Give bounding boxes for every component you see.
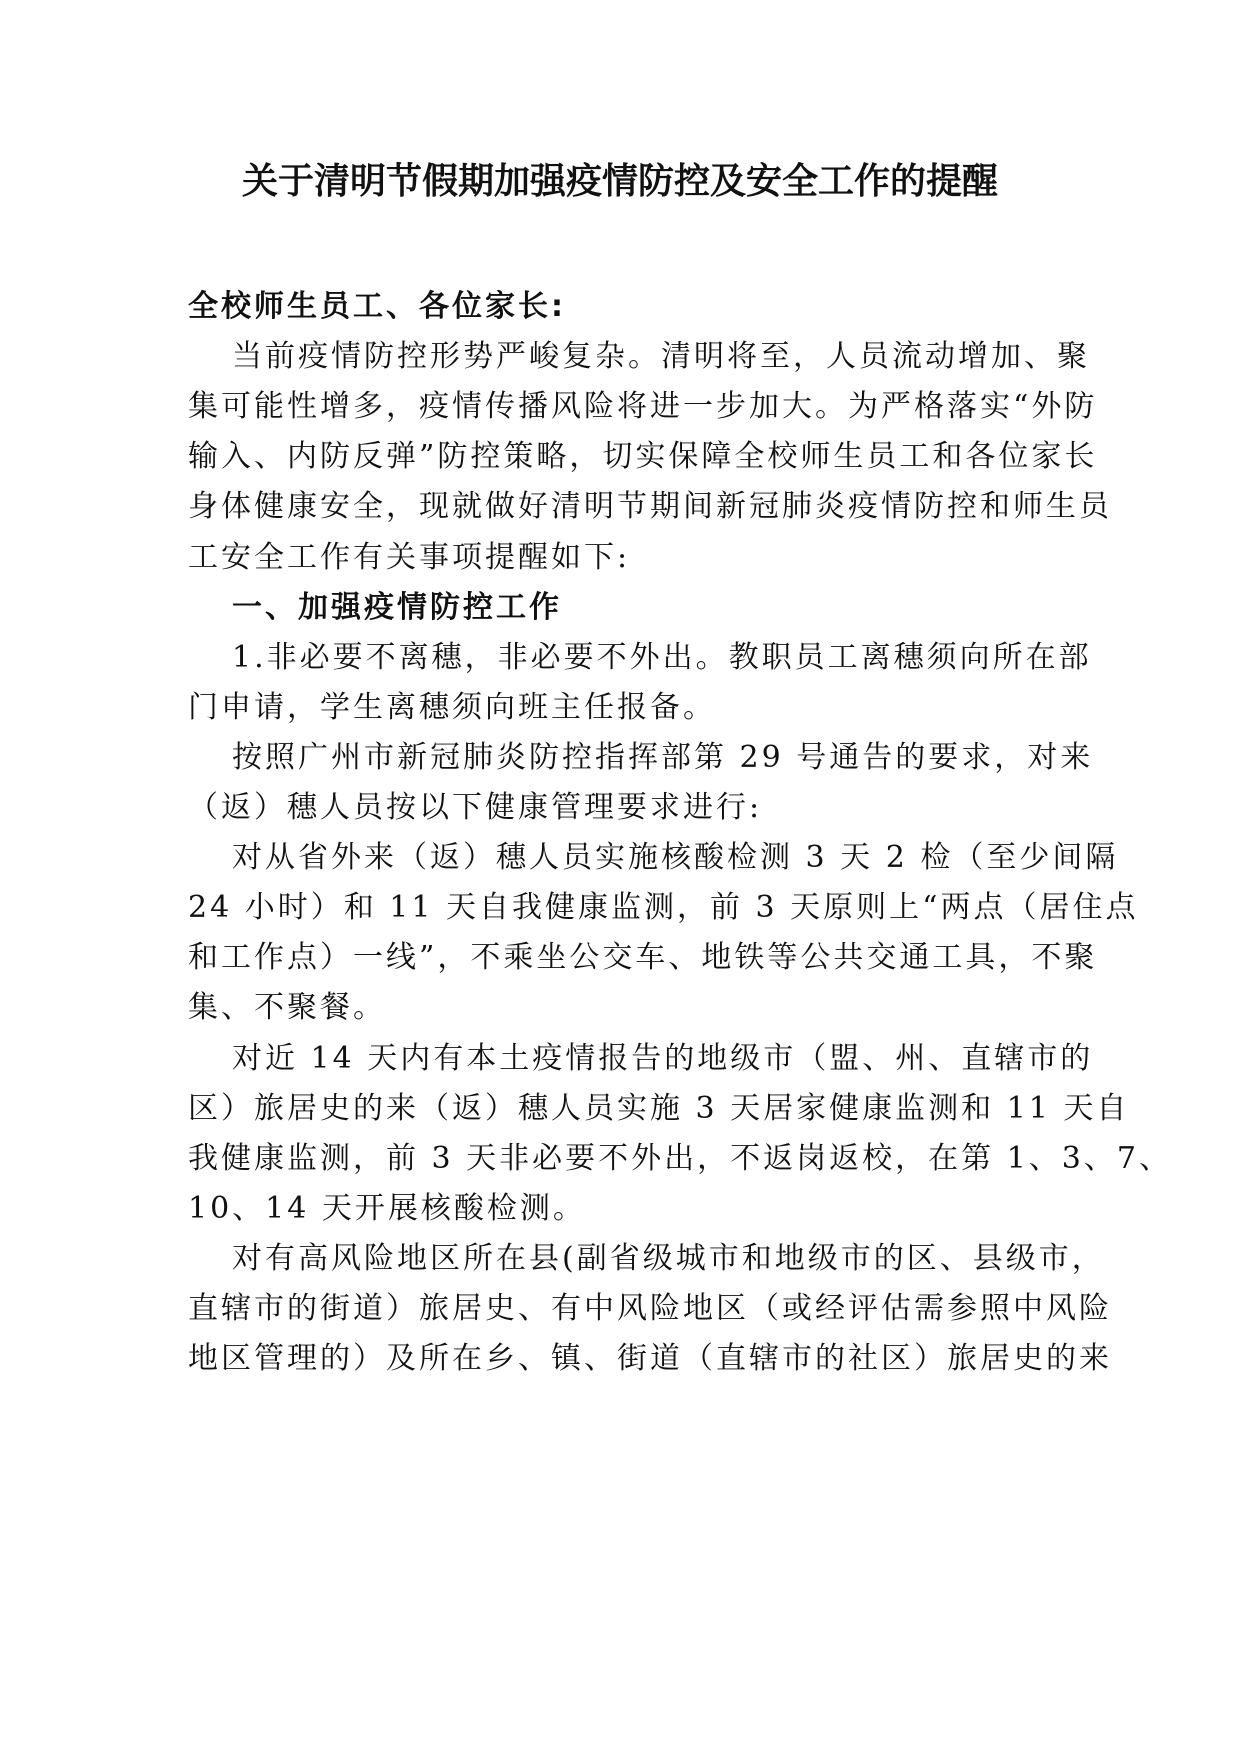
paragraph-line: （返）穗人员按以下健康管理要求进行: xyxy=(188,790,763,825)
paragraph-line: 集、不聚餐。 xyxy=(188,990,386,1025)
paragraph-line: 输入、内防反弹”防控策略，切实保障全校师生员工和各位家长 xyxy=(188,439,1098,474)
paragraph-line: 我健康监测，前 3 天非必要不外出，不返岗返校，在第 1、3、7、 xyxy=(188,1141,1172,1176)
paragraph-line: 工安全工作有关事项提醒如下: xyxy=(188,540,631,575)
paragraph-line: 对有高风险地区所在县(副省级城市和地级市的区、县级市， xyxy=(232,1241,1105,1276)
paragraph-line: 直辖市的街道）旅居史、有中风险地区（或经评估需参照中风险 xyxy=(188,1291,1112,1326)
section-heading: 一、加强疫情防控工作 xyxy=(232,590,562,625)
paragraph-line: 地区管理的）及所在乡、镇、街道（直辖市的社区）旅居史的来 xyxy=(188,1341,1112,1376)
paragraph-line: 和工作点）一线”，不乘坐公交车、地铁等公共交通工具，不聚 xyxy=(188,940,1098,975)
document-title: 关于清明节假期加强疫情防控及安全工作的提醒 xyxy=(241,161,998,202)
paragraph-line: 对近 14 天内有本土疫情报告的地级市（盟、州、直辖市的 xyxy=(232,1041,1094,1076)
paragraph-line: 1.非必要不离穗，非必要不外出。教职员工离穗须向所在部 xyxy=(232,640,1092,675)
paragraph-line: 区）旅居史的来（返）穗人员实施 3 天居家健康监测和 11 天自 xyxy=(188,1091,1130,1126)
paragraph-line: 对从省外来（返）穗人员实施核酸检测 3 天 2 检（至少间隔 xyxy=(232,840,1119,875)
salutation: 全校师生员工、各位家长: xyxy=(188,289,566,324)
paragraph-line: 门申请，学生离穗须向班主任报备。 xyxy=(188,690,716,725)
paragraph-line: 当前疫情防控形势严峻复杂。清明将至，人员流动增加、聚 xyxy=(232,339,1090,374)
paragraph-line: 身体健康安全，现就做好清明节期间新冠肺炎疫情防控和师生员 xyxy=(188,489,1112,524)
paragraph-line: 24 小时）和 11 天自我健康监测，前 3 天原则上“两点（居住点 xyxy=(188,890,1139,925)
paragraph-line: 10、14 天开展核酸检测。 xyxy=(188,1191,586,1226)
paragraph-line: 按照广州市新冠肺炎防控指挥部第 29 号通告的要求，对来 xyxy=(232,740,1094,775)
paragraph-line: 集可能性增多，疫情传播风险将进一步加大。为严格落实“外防 xyxy=(188,389,1098,424)
